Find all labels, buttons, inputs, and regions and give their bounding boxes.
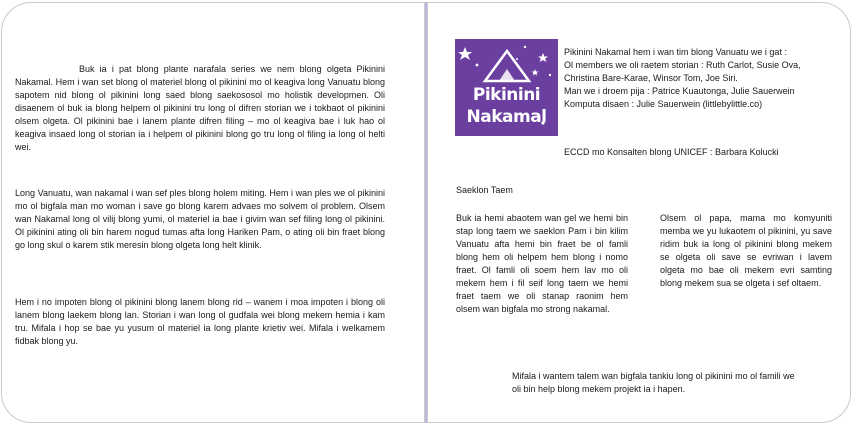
left-page: [1, 2, 425, 423]
reading-paragraph: Hem i no impoten blong ol pikinini blong lanem blong rid – wanem i moa impoten i blong oli lanem blong laekem blong lan. Storian i wan long ol gudfala wei blong mekem hemia i kam tru. Mifala i hop se bae yu yusum ol materiel ia long plante krietiv wei. Mifala i welkamem fidbak blong yu.: [15, 297, 385, 346]
credits-illustrators-line: Man we i droem pija : Patrice Kuautonga, Julie Sauerwein: [564, 86, 795, 96]
pikinini-nakamal-logo: [455, 39, 558, 136]
section-heading: Saeklon Taem: [456, 185, 513, 195]
story-summary-paragraph: Buk ia hemi abaotem wan gel we hemi bin stap long taem we saeklon Pam i bin kilim Vanuatu afta hemi bin fraet be ol famli blong hem oli helpem hem blong i nomo fraet. Ol famli oli soem hem lav mo oli mekem hem i fil seif long taem we hemi fraet taem we oli stanap raonim hem olsem wan bigfala mo strong nakamal.: [456, 213, 628, 314]
credits-design-line: Komputa disaen : Julie Sauerwein (littlebylittle.co): [564, 99, 763, 109]
credits-block: [564, 46, 834, 111]
caregiver-paragraph: Olsem ol papa, mama mo komyuniti memba we yu lukaotem ol pikinini, yu save ridim buk ia long ol pikinini blong mekem se olgeta oli save se evriwan i lavem olgeta mo bae oli mekem evri samting blong mekem sua se olgeta i sef oltaem.: [660, 213, 832, 288]
credits-writers-line: Ol members we oli raetem storian : Ruth Carlot, Susie Ova, Christina Bare-Karae, Winsor Tom, Joe Siri.: [564, 60, 801, 83]
intro-paragraph: Buk ia i pat blong plante narafala series we nem blong olgeta Pikinini Nakamal. Hem i wan set blong ol materiel blong ol pikinini mo ol keagiva long Vanuatu blong sapotem nid blong ol pikinini long saed blong saekososol mo holistik developmen. Oli disaenem ol buk ia blong helpem ol pikinini tru long ol difren storian we i tokbaot ol pikinini olsem olgeta. Ol pikinini bae i lanem plante difren filing – mo ol keagiva bae i luk hao ol keagiva insaed long ol storian ia i helpem ol pikinini blong go tru long ol filing ia long ol helti wei.: [15, 64, 385, 152]
right-page: [427, 2, 851, 423]
thanks-paragraph: Mifala i wantem talem wan bigfala tankiu long ol pikinini mo ol famili we oli bin help blong mekem projekt ia i hapen.: [512, 371, 795, 394]
credits-team-line: Pikinini Nakamal hem i wan tim blong Vanuatu we i gat :: [564, 47, 787, 57]
nakamal-paragraph: Long Vanuatu, wan nakamal i wan sef ples blong holem miting. Hem i wan ples we ol pikinini mo ol bigfala man mo woman i save go blong karem advaes mo solvem ol problem. Olsem wan Nakamal long ol vilij blong yumi, ol materiel ia bae i givim wan sef filing long ol pikinini. Ol pikinini ating oli bin harem nogud tumas afta long Hariken Pam, o ating oli bin fraet blong go long skul o karem stik meresin blong olgeta long helt klinik.: [15, 188, 385, 250]
eccd-credit: ECCD mo Konsalten blong UNICEF : Barbara Kolucki: [564, 147, 779, 157]
logo-word-pikinini: Pikinini: [472, 85, 541, 105]
logo-word-nakamal: Nakamal: [466, 107, 547, 127]
